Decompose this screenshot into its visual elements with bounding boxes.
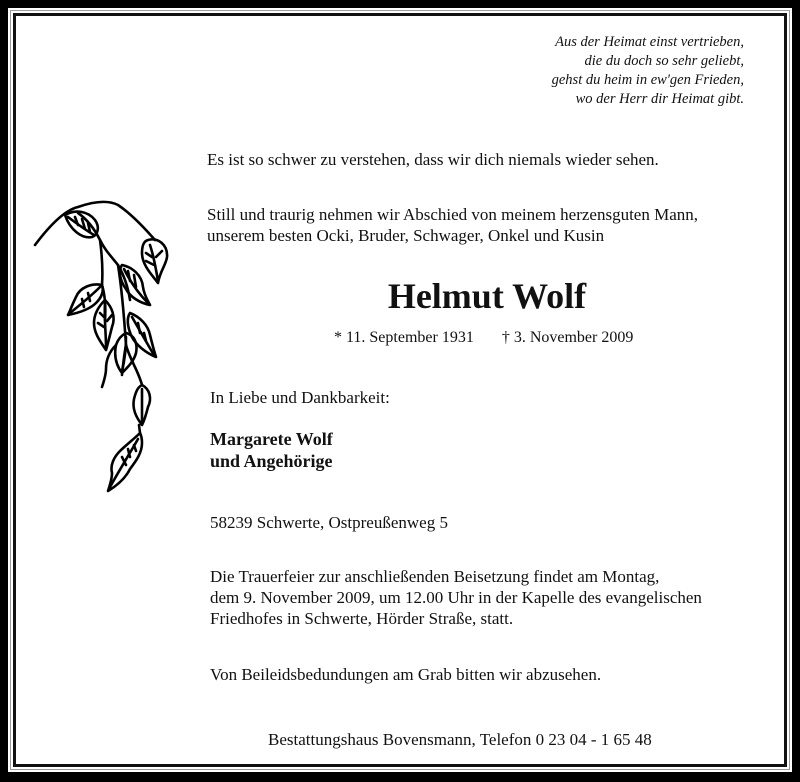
farewell-line: Still und traurig nehmen wir Abschied von meinem herzensguten Mann, [207,205,699,224]
family-line: und Angehörige [210,451,333,471]
poem [552,33,744,109]
ceremony-line: dem 9. November 2009, um 12.00 Uhr in der Kapelle des evangelischen [210,588,702,607]
poem-line: die du doch so sehr geliebt, [584,53,744,69]
life-dates [334,328,633,348]
poem-line: gehst du heim in ew'gen Frieden, [551,72,744,88]
poem-line: Aus der Heimat einst vertrieben, [555,34,744,50]
death-date: † 3. November 2009 [501,329,634,346]
intro-text: Es ist so schwer zu verstehen, dass wir dich niemals wieder sehen. [207,150,659,169]
undertaker-text: Bestattungshaus Bovensmann, Telefon 0 23 04 - 1 65 48 [268,730,652,749]
deceased-name: Helmut Wolf [387,276,587,316]
thanks-text: In Liebe und Dankbarkeit: [210,388,390,407]
birth-date: * 11. September 1931 [334,329,474,346]
ceremony-line: Die Trauerfeier zur anschließenden Beisetzung findet am Montag, [210,567,660,586]
farewell-line: unserem besten Ocki, Bruder, Schwager, Onkel und Kusin [207,226,605,245]
hanging-birch-leaves-icon [30,195,180,495]
family-names [210,428,333,472]
ceremony-text [210,566,702,629]
ceremony-line: Friedhofes in Schwerte, Hörder Straße, statt. [210,609,514,628]
family-line: Margarete Wolf [210,429,333,449]
address-text: 58239 Schwerte, Ostpreußenweg 5 [210,513,448,532]
condolence-text: Von Beileidsbedundungen am Grab bitten wir abzusehen. [210,665,602,684]
farewell-text [207,204,698,246]
poem-line: wo der Herr dir Heimat gibt. [575,91,744,107]
